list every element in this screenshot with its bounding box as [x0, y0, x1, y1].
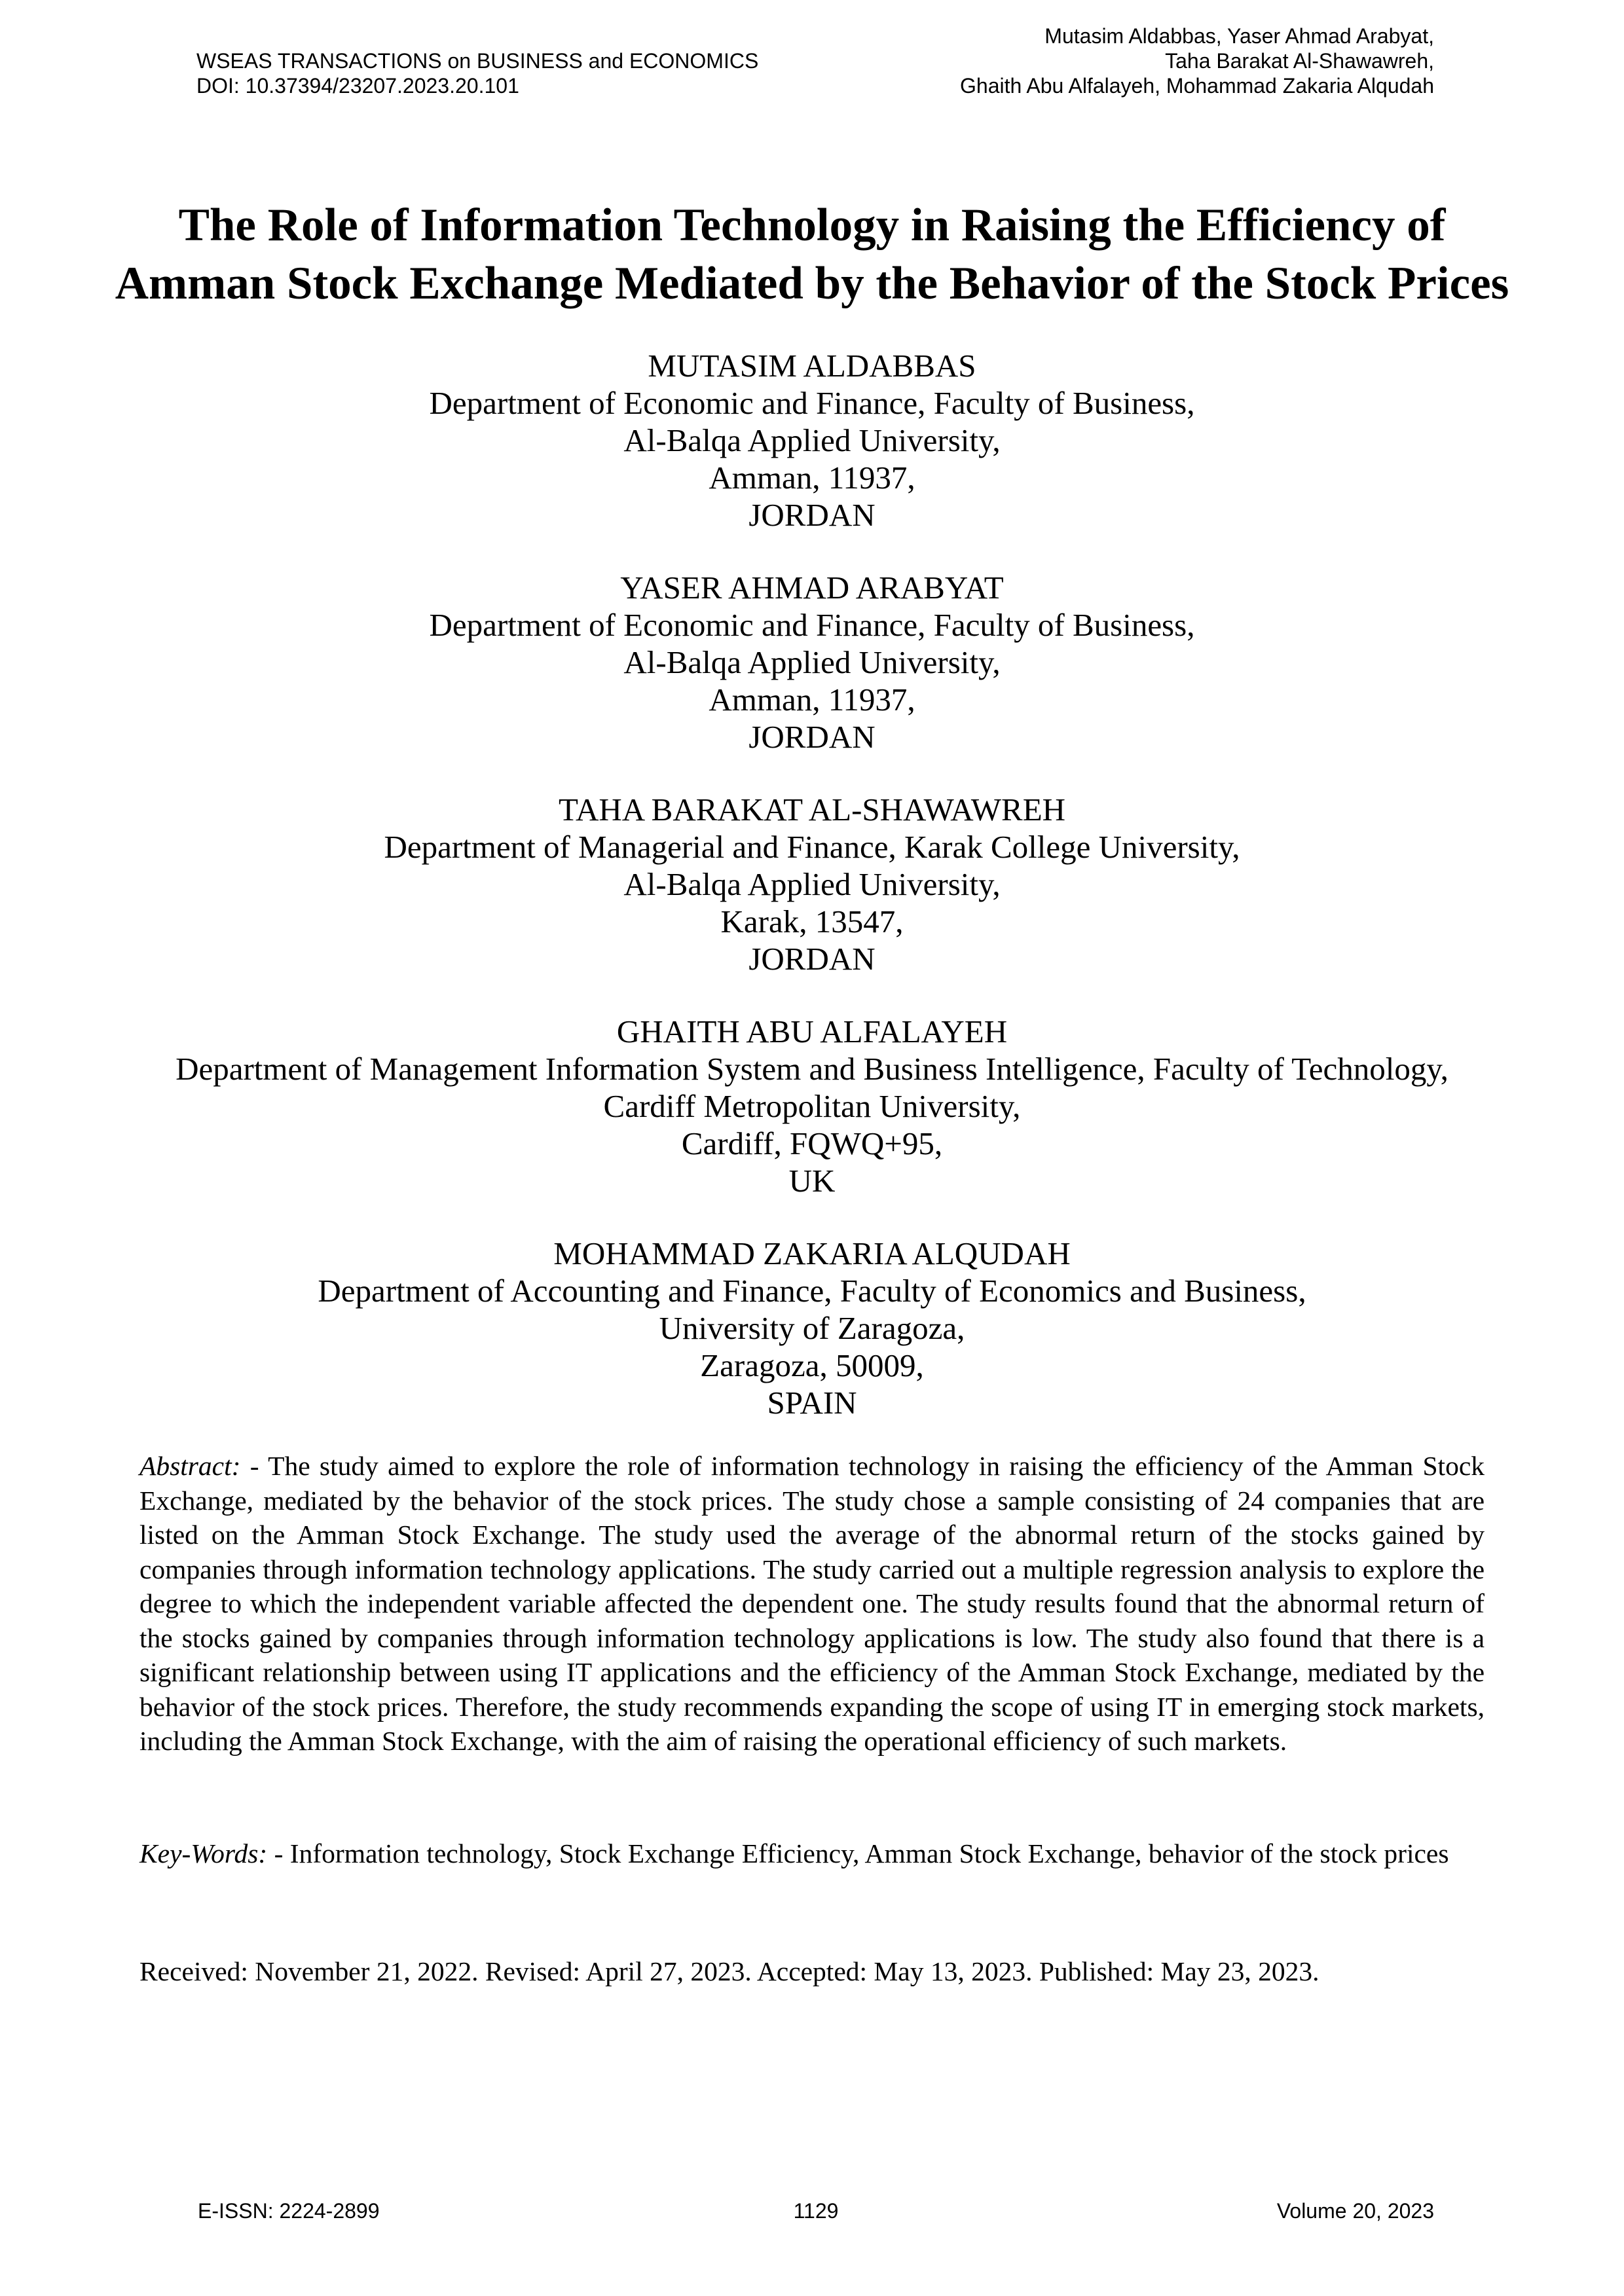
author-block [0, 1013, 1624, 1199]
doi: DOI: 10.37394/23207.2023.20.101 [196, 74, 519, 98]
running-authors-line: Ghaith Abu Alfalayeh, Mohammad Zakaria Alqudah [960, 74, 1434, 98]
author-department: Department of Managerial and Finance, Karak College University, [384, 829, 1240, 865]
abstract-label: Abstract: [139, 1451, 241, 1481]
author-country: JORDAN [748, 719, 876, 755]
author-name: GHAITH ABU ALFALAYEH [616, 1013, 1008, 1049]
author-country: JORDAN [748, 497, 876, 533]
issn: E-ISSN: 2224-2899 [198, 2199, 380, 2223]
page-number: 1129 [793, 2199, 839, 2223]
author-name: MUTASIM ALDABBAS [648, 348, 976, 384]
author-name: MOHAMMAD ZAKARIA ALQUDAH [553, 1235, 1071, 1271]
paper-title [0, 196, 1624, 313]
running-authors-line: Taha Barakat Al-Shawawreh, [1165, 49, 1434, 73]
title-line: Amman Stock Exchange Mediated by the Behavior of the Stock Prices [115, 258, 1509, 309]
author-department: Department of Accounting and Finance, Faculty of Economics and Business, [318, 1273, 1306, 1309]
author-name: TAHA BARAKAT AL-SHAWAWREH [558, 792, 1066, 828]
publication-history: Received: November 21, 2022. Revised: April 27, 2023. Accepted: May 13, 2023. Published: May 23, 2023. [139, 1956, 1320, 1986]
author-institution: Al-Balqa Applied University, [623, 866, 1001, 902]
page-footer [198, 2198, 1434, 2225]
author-city: Karak, 13547, [720, 903, 904, 939]
abstract [139, 1449, 1485, 1758]
journal-info [196, 48, 758, 98]
author-list [0, 347, 1624, 1457]
author-block [0, 1235, 1624, 1421]
abstract-text: - The study aimed to explore the role of information technology in raising the efficiency of the Amman Stock Exchange, mediated by the behavior of the stock prices. The study chose a sample consisting of 24 companies that are listed on the Amman Stock Exchange. The study used the average of the abnormal return of the stocks gained by companies through information technology applications. The study carried out a multiple regression analysis to explore the degree to which the independent variable affected the dependent one. The study results found that the abnormal return of the stocks gained by companies through information technology applications is low. The study also found that there is a significant relationship between using IT applications and the efficiency of the Amman Stock Exchange, mediated by the behavior of the stock prices. Therefore, the study recommends expanding the scope of using IT in emerging stock markets, including the Amman Stock Exchange, with the aim of raising the operational efficiency of such markets. [139, 1451, 1485, 1756]
author-institution: Al-Balqa Applied University, [623, 644, 1001, 680]
author-city: Amman, 11937, [709, 460, 915, 496]
author-block [0, 347, 1624, 534]
author-institution: Al-Balqa Applied University, [623, 422, 1001, 458]
author-block [0, 791, 1624, 977]
volume-info: Volume 20, 2023 [1276, 2199, 1434, 2223]
journal-name: WSEAS TRANSACTIONS on BUSINESS and ECONOMICS [196, 49, 759, 73]
author-department: Department of Management Information System and Business Intelligence, Faculty of Technology, [175, 1051, 1449, 1087]
author-institution: Cardiff Metropolitan University, [603, 1088, 1021, 1124]
author-department: Department of Economic and Finance, Faculty of Business, [429, 607, 1195, 643]
title-line: The Role of Information Technology in Raising the Efficiency of [178, 200, 1446, 251]
author-department: Department of Economic and Finance, Faculty of Business, [429, 385, 1195, 421]
author-block [0, 569, 1624, 756]
author-institution: University of Zaragoza, [659, 1310, 965, 1346]
running-header [196, 20, 1434, 105]
author-country: JORDAN [748, 941, 876, 977]
author-name: YASER AHMAD ARABYAT [620, 570, 1004, 606]
author-city: Cardiff, FQWQ+95, [681, 1125, 943, 1161]
keywords-text: - Information technology, Stock Exchange Efficiency, Amman Stock Exchange, behavior of the stock prices [267, 1838, 1449, 1868]
author-city: Amman, 11937, [709, 682, 915, 718]
author-country: UK [788, 1163, 836, 1199]
keywords [139, 1834, 1485, 1873]
running-authors-line: Mutasim Aldabbas, Yaser Ahmad Arabyat, [1044, 24, 1434, 48]
running-authors [960, 24, 1434, 98]
keywords-label: Key-Words: [139, 1838, 268, 1868]
author-city: Zaragoza, 50009, [700, 1347, 924, 1383]
author-country: SPAIN [767, 1385, 857, 1421]
